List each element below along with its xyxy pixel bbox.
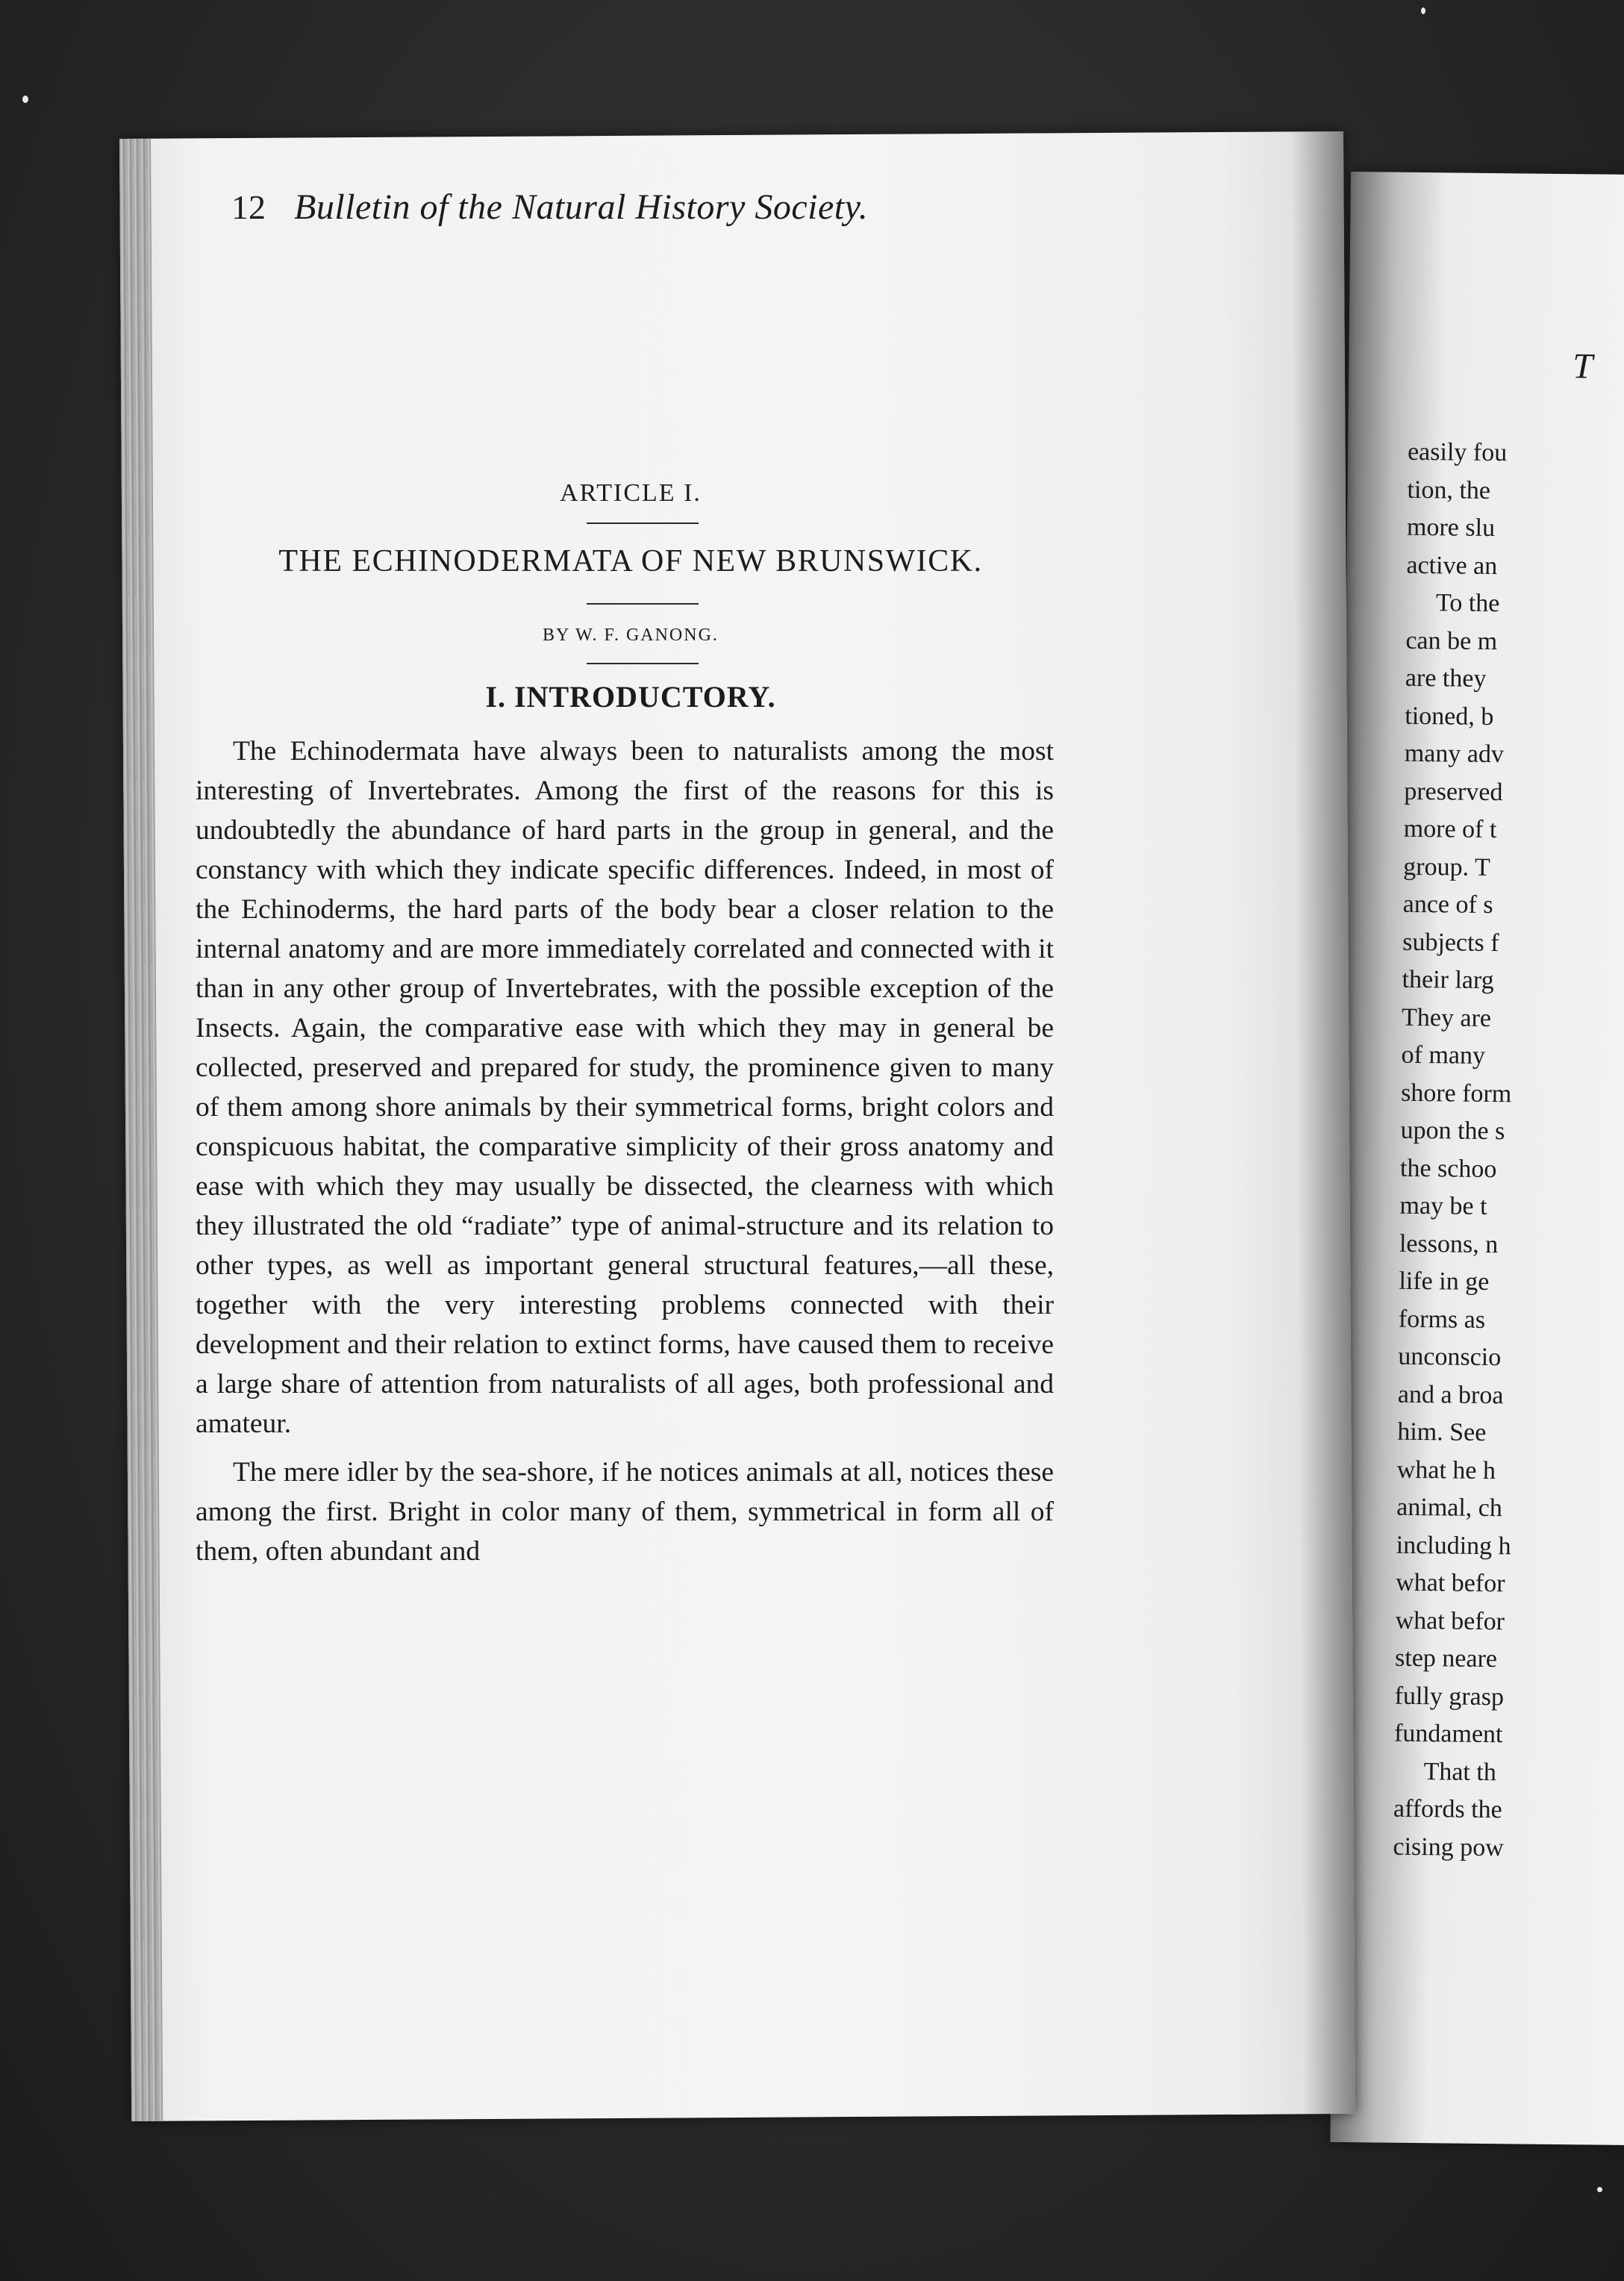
facing-page-line: animal, ch xyxy=(1396,1493,1503,1523)
facing-page-line: of many xyxy=(1401,1040,1486,1070)
dust-speck xyxy=(1597,2187,1602,2192)
body-paragraph: The Echinodermata have always been to naturalists among the most interesting of Invertebrates. Among the first of the reasons for this is undoubtedly the abundance of hard parts in the group in general, and the constancy with which they indicate specific differences. Indeed, in most of the Echinoderms, the hard parts of the body bear a closer relation to the internal anatomy and are more immediately correlated and connected with it than in any other group of Invertebrates, with the possible exception of the Insects. Again, the comparative ease with which they may in general be collected, preserved and prepared for study, the prominence given to many of them among shore animals by their symmetrical forms, bright colors and conspicuous habitat, the comparative simplicity of their gross anatomy and ease with which they may usually be dissected, the clearness with which they illustrated the old “radiate” type of animal-structure and its relation to other types, as well as important general structural features,—all these, together with the very interesting problems connected with their development and their relation to extinct forms, have caused them to receive a large share of attention from naturalists of all ages, both professional and amateur. xyxy=(196,736,1054,1439)
facing-page-line: him. See xyxy=(1397,1417,1487,1447)
facing-page-line: ance of s xyxy=(1402,890,1493,920)
dust-speck xyxy=(1421,7,1425,14)
facing-page-text-column xyxy=(1393,434,1624,1868)
facing-page-line: That th xyxy=(1423,1757,1497,1786)
facing-page-line: active an xyxy=(1406,551,1498,580)
facing-page-line: many adv xyxy=(1404,739,1505,769)
facing-page-line: life in ge xyxy=(1399,1267,1490,1296)
section-heading: I. INTRODUCTORY. xyxy=(485,680,776,714)
facing-page-line: affords the xyxy=(1393,1794,1502,1824)
facing-page-line: fully grasp xyxy=(1394,1682,1505,1711)
facing-page-line: easily fou xyxy=(1407,437,1508,467)
facing-page-line: forms as xyxy=(1398,1305,1486,1334)
facing-page-line: tion, the xyxy=(1407,475,1491,505)
dust-speck xyxy=(22,96,28,103)
facing-page-line: including h xyxy=(1396,1531,1511,1560)
facing-page-line: can be m xyxy=(1405,626,1498,655)
running-header xyxy=(231,187,1172,239)
journal-title: Bulletin of the Natural History Society. xyxy=(294,187,869,227)
facing-page-line: upon the s xyxy=(1400,1116,1505,1146)
page-number: 12 xyxy=(231,188,266,226)
facing-page-header-fragment: T xyxy=(1573,346,1593,387)
facing-page-line: They are xyxy=(1401,1003,1492,1032)
facing-page-line: tioned, b xyxy=(1405,702,1494,731)
facing-page-line: and a broa xyxy=(1397,1380,1504,1409)
facing-page-line: their larg xyxy=(1402,965,1494,995)
facing-page-line: what befor xyxy=(1395,1606,1505,1635)
facing-page-line: lessons, n xyxy=(1399,1229,1499,1258)
divider-rule xyxy=(587,663,699,664)
divider-rule xyxy=(587,522,699,524)
facing-page xyxy=(1330,172,1624,2145)
divider-rule xyxy=(587,603,699,605)
facing-page-line: shore form xyxy=(1400,1079,1512,1108)
facing-page-line: group. T xyxy=(1403,852,1490,881)
article-title: THE ECHINODERMATA OF NEW BRUNSWICK. xyxy=(278,544,983,578)
facing-page-line: step neare xyxy=(1394,1644,1498,1673)
facing-page-line: subjects f xyxy=(1402,928,1499,957)
facing-page-line: the schoo xyxy=(1399,1154,1497,1183)
facing-page-line: more slu xyxy=(1406,513,1496,543)
author-byline: BY W. F. GANONG. xyxy=(543,625,719,645)
facing-page-line: fundament xyxy=(1393,1719,1503,1749)
facing-page-line: unconscio xyxy=(1398,1342,1502,1372)
facing-page-line: To the xyxy=(1435,589,1500,618)
article-number: ARTICLE I. xyxy=(560,479,702,507)
facing-page-line: are they xyxy=(1405,664,1487,693)
facing-page-line: what befor xyxy=(1396,1568,1505,1598)
facing-page-line: what he h xyxy=(1396,1455,1496,1485)
body-paragraph: The mere idler by the sea-shore, if he notices animals at all, notices these among the first. Bright in color many of them, symmetrical in form all of them, often abundant and xyxy=(196,1457,1054,1567)
facing-page-line: more of t xyxy=(1403,814,1497,844)
facing-page-line: may be t xyxy=(1399,1191,1487,1220)
article-body xyxy=(196,731,1054,1580)
facing-page-line: preserved xyxy=(1404,777,1503,806)
facing-page-line: cising pow xyxy=(1393,1832,1504,1862)
